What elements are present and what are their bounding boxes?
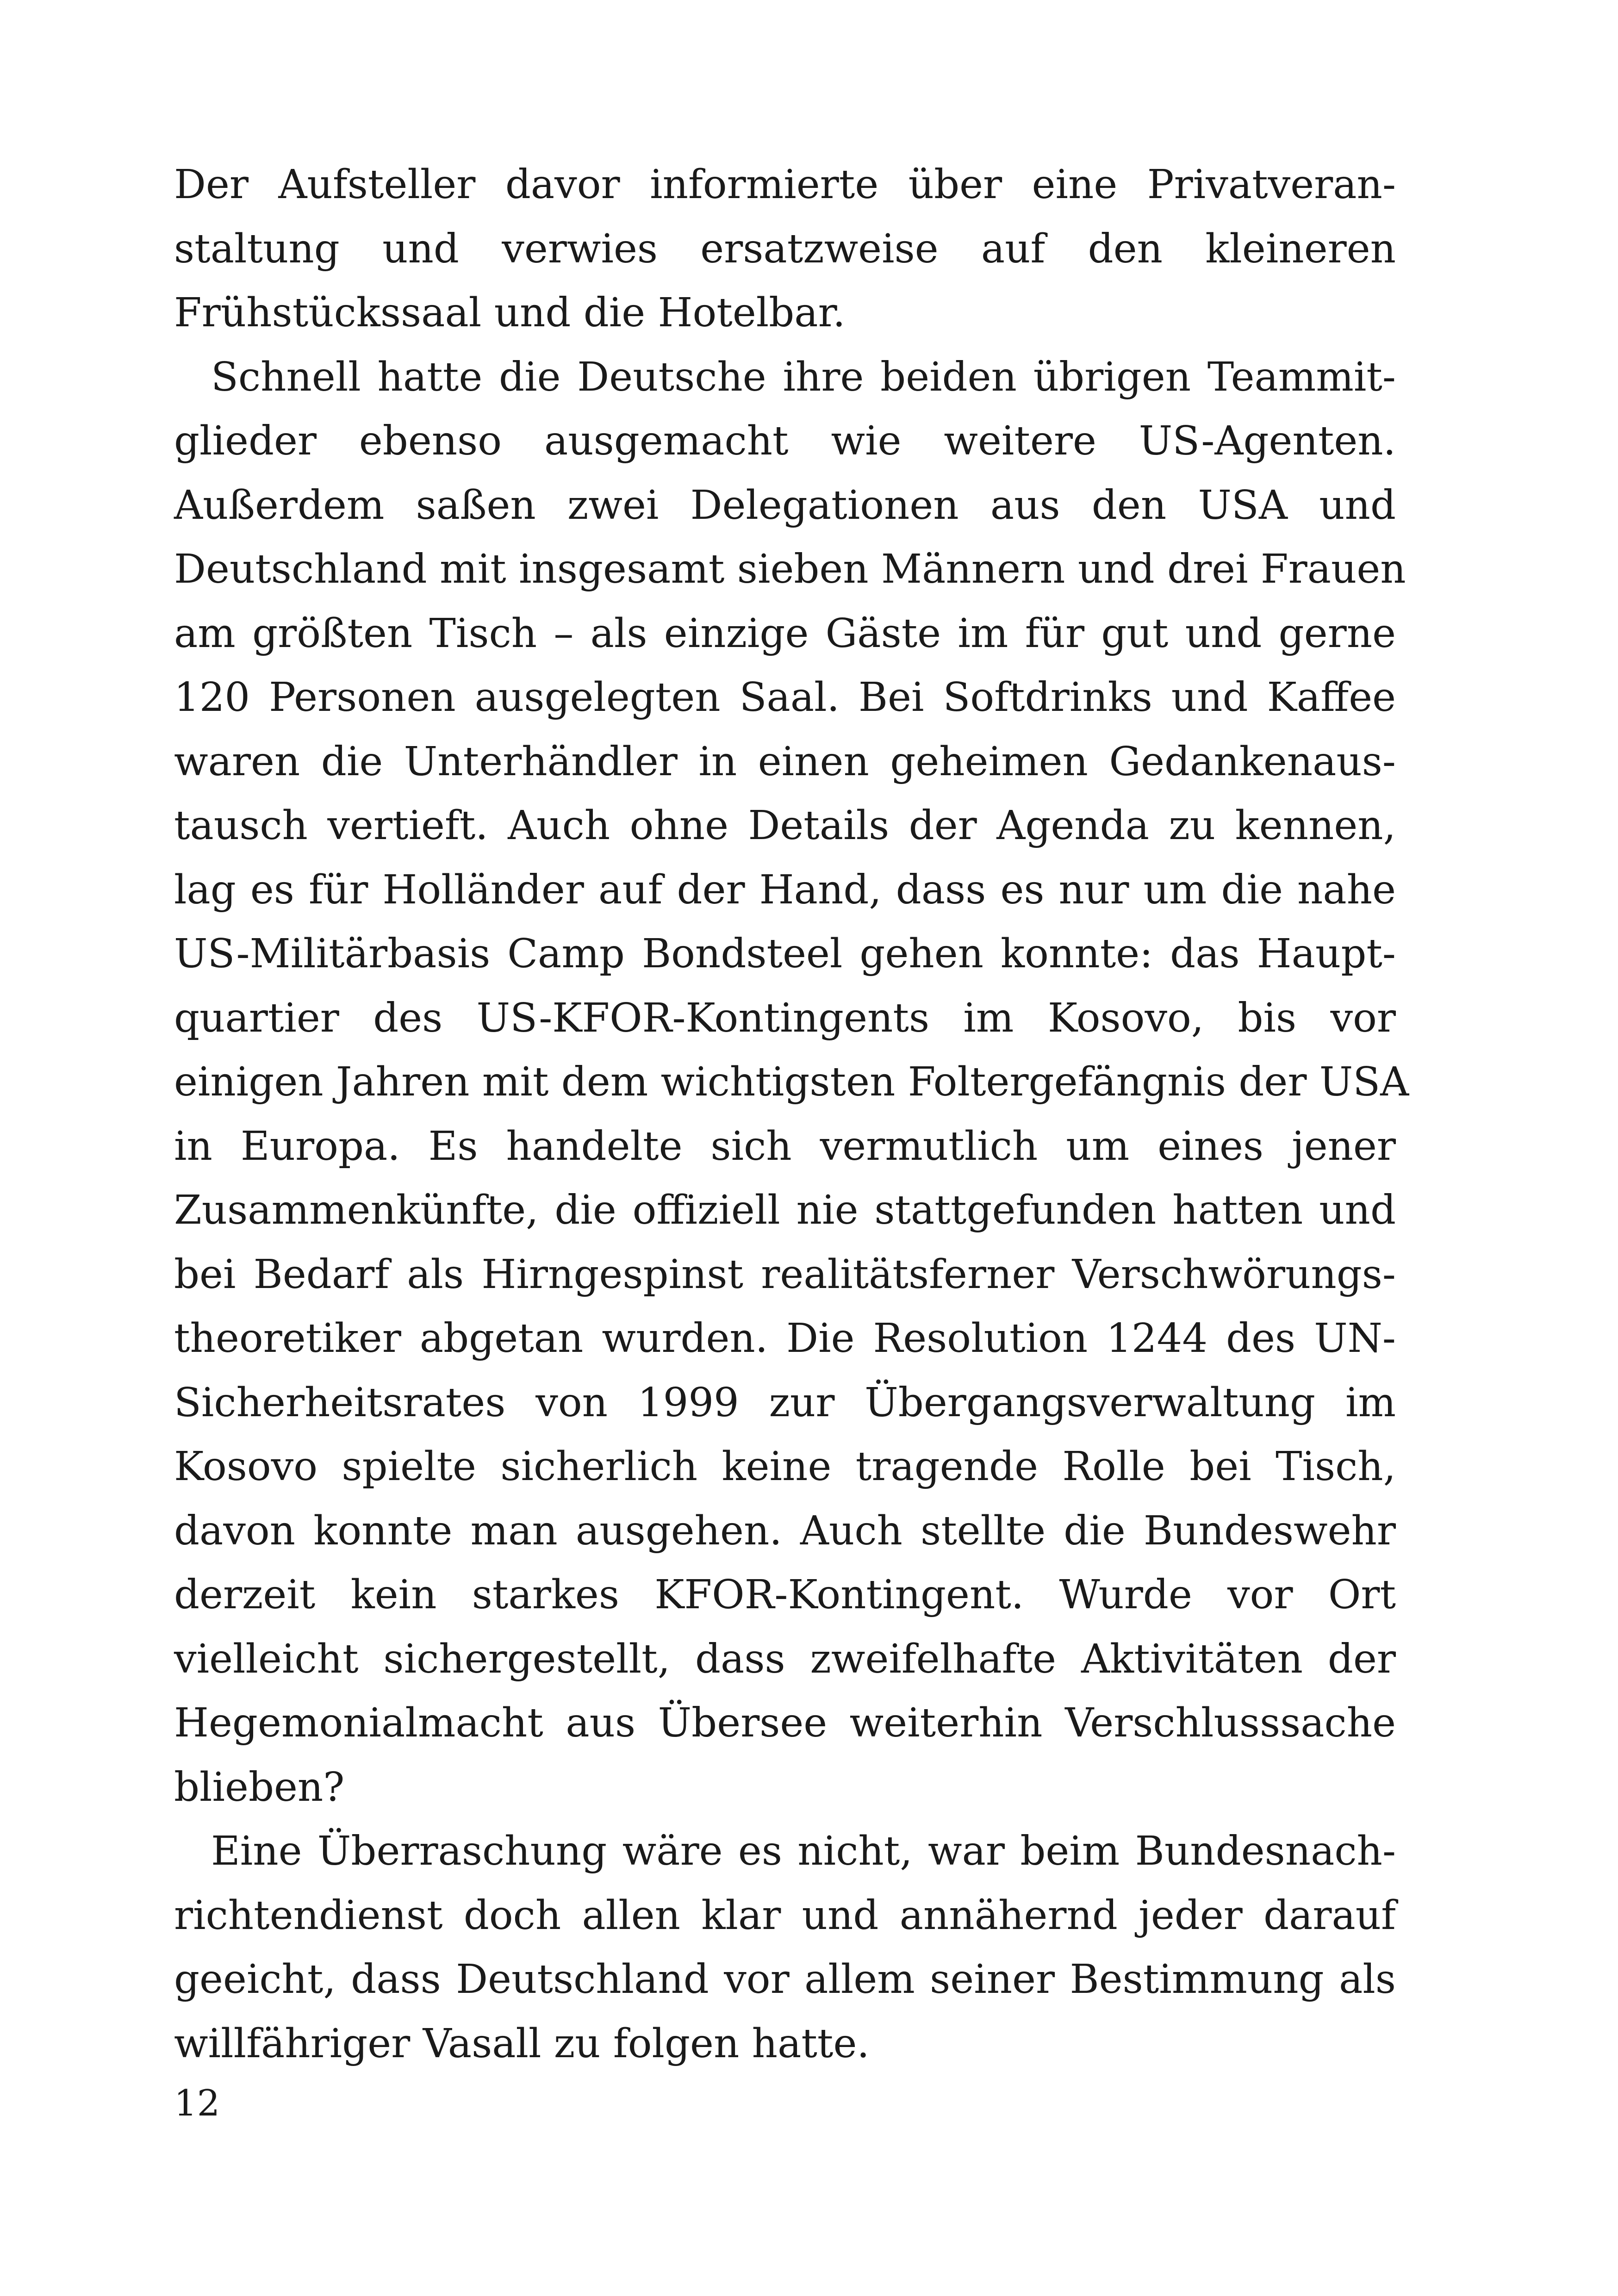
text-line: blieben? <box>174 1764 345 1811</box>
text-line: geeicht, dass Deutschland vor allem seiner Bestimmung als <box>174 1956 1396 2003</box>
text-line: staltung und verwies ersatzweise auf den kleineren <box>174 225 1396 272</box>
text-line: in Europa. Es handelte sich vermutlich um eines jener <box>174 1123 1396 1170</box>
text-line: am größten Tisch – als einzige Gäste im für gut und gerne <box>174 610 1396 657</box>
text-line: bei Bedarf als Hirngespinst realitätsferner Verschwörungs- <box>174 1251 1396 1298</box>
text-line: theoretiker abgetan wurden. Die Resolution 1244 des UN- <box>174 1315 1396 1362</box>
text-line: Kosovo spielte sicherlich keine tragende Rolle bei Tisch, <box>174 1444 1396 1490</box>
text-line: 120 Personen ausgelegten Saal. Bei Softdrinks und Kaffee <box>174 674 1396 721</box>
body-text <box>174 153 1409 2076</box>
text-line: willfähriger Vasall zu folgen hatte. <box>174 2020 870 2067</box>
paragraph-1 <box>174 153 1396 345</box>
text-line: Deutschland mit insgesamt sieben Männern und drei Frauen <box>174 546 1406 592</box>
text-line: Der Aufsteller davor informierte über eine Privatveran- <box>174 162 1396 208</box>
text-line: waren die Unterhändler in einen geheimen Gedankenaus- <box>174 738 1396 785</box>
text-line: lag es für Holländer auf der Hand, dass es nur um die nahe <box>174 866 1396 913</box>
text-line: Hegemonialmacht aus Übersee weiterhin Verschlusssache <box>174 1700 1396 1746</box>
text-line: US-Militärbasis Camp Bondsteel gehen konnte: das Haupt- <box>174 931 1396 977</box>
text-line: einigen Jahren mit dem wichtigsten Foltergefängnis der USA <box>174 1059 1409 1105</box>
text-line: quartier des US-KFOR-Kontingents im Kosovo, bis vor <box>174 995 1396 1041</box>
paragraph-3 <box>174 1819 1396 2076</box>
text-line: Zusammenkünfte, die offiziell nie stattgefunden hatten und <box>174 1187 1396 1233</box>
text-line: Eine Überraschung wäre es nicht, war beim Bundesnach- <box>211 1828 1396 1874</box>
page-number: 12 <box>174 2083 220 2124</box>
paragraph-2 <box>174 345 1409 1820</box>
text-line: vielleicht sichergestellt, dass zweifelhafte Aktivitäten der <box>174 1636 1396 1682</box>
text-line: Sicherheitsrates von 1999 zur Übergangsverwaltung im <box>174 1379 1396 1426</box>
text-line: glieder ebenso ausgemacht wie weitere US-Agenten. <box>174 418 1396 464</box>
text-line: richtendienst doch allen klar und annähernd jeder darauf <box>174 1892 1396 1939</box>
text-line: Außerdem saßen zwei Delegationen aus den USA und <box>174 482 1396 529</box>
text-line: Frühstückssaal und die Hotelbar. <box>174 290 846 336</box>
text-line: Schnell hatte die Deutsche ihre beiden übrigen Teammit- <box>211 354 1396 400</box>
text-line: derzeit kein starkes KFOR-Kontingent. Wurde vor Ort <box>174 1572 1396 1618</box>
text-line: tausch vertieft. Auch ohne Details der Agenda zu kennen, <box>174 803 1396 849</box>
text-line: davon konnte man ausgehen. Auch stellte die Bundeswehr <box>174 1507 1396 1554</box>
